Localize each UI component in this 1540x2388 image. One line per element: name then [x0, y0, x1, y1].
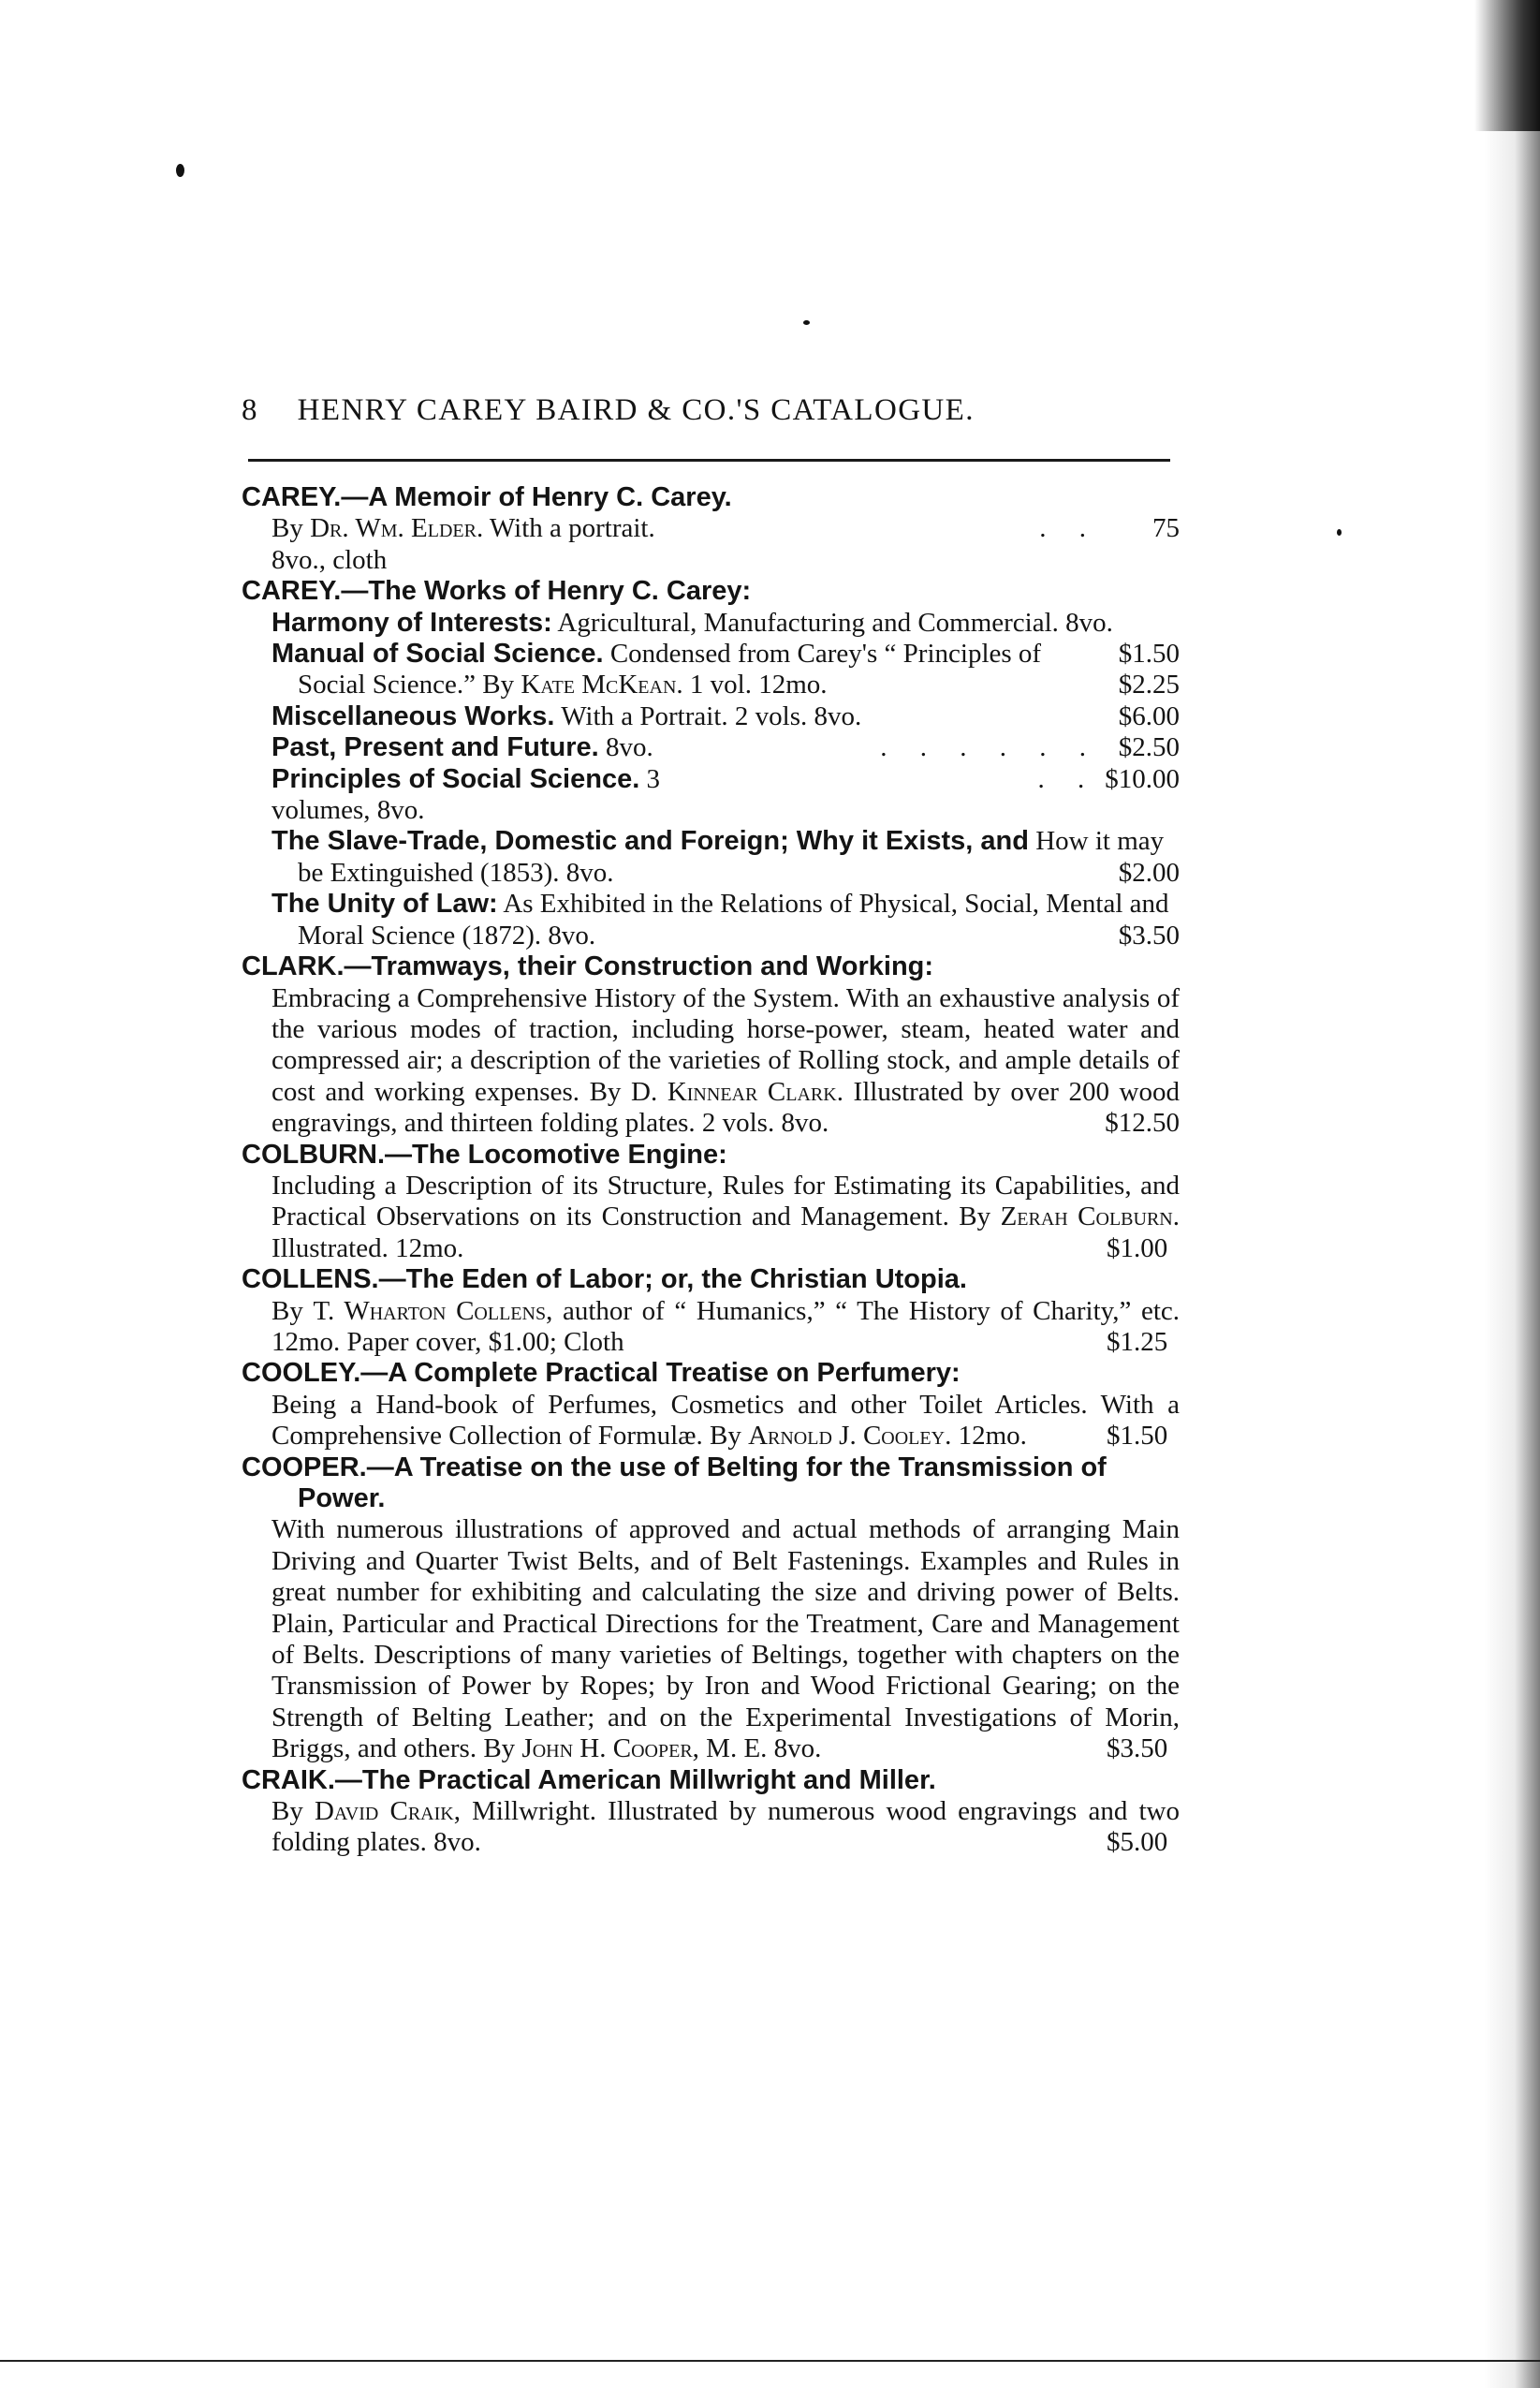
author-name: John H. Cooper, M. E.: [521, 1733, 768, 1764]
entry-price: $5.00: [1107, 1827, 1168, 1858]
entry-heading: COLLENS.—The Eden of Labor; or, the Christian Utopia.: [242, 1264, 967, 1295]
entry-heading: CRAIK.—The Practical American Millwright and Miller.: [242, 1764, 936, 1795]
entry-description: Including a Description of its Structure, Rules for Estimating its Capabilities, and Practical Observations on its Construction and Management. By Zerah Colburn. Illustrated. 12mo.: [271, 1170, 1180, 1263]
catalogue-entry: [242, 482, 1180, 576]
sub-item: [242, 701, 1180, 732]
page-header: [242, 393, 1178, 428]
header-rule: [248, 459, 1170, 462]
catalogue-entry: [242, 1358, 1180, 1452]
sub-item: [242, 826, 1180, 889]
page-bottom-edge: [0, 2360, 1540, 2362]
scan-shadow-corner: [1474, 0, 1540, 131]
page-title: HENRY CAREY BAIRD & CO.'S CATALOGUE.: [297, 393, 975, 427]
sub-item-price: $2.50: [1118, 732, 1180, 763]
scan-shadow-edge: [1484, 0, 1540, 2388]
catalogue-entry: [242, 1452, 1180, 1765]
entry-description: By Dr. Wm. Elder. With a portrait. 8vo., cloth: [271, 513, 655, 575]
author-name: Arnold J. Cooley: [748, 1421, 946, 1452]
author-name: Kate McKean: [521, 670, 677, 700]
sub-item-text: 3 volumes, 8vo.: [271, 763, 661, 826]
entry-heading: COOLEY.—A Complete Practical Treatise on Perfumery:: [242, 1358, 961, 1389]
entry-price: 75: [1152, 513, 1180, 544]
sub-item-price: $1.50: [1118, 639, 1180, 670]
entry-heading: COLBURN.—The Locomotive Engine:: [242, 1139, 727, 1170]
catalogue-listing: [242, 482, 1180, 1859]
dot-leader: . .: [1039, 513, 1099, 544]
author-name: David Craik: [314, 1796, 454, 1827]
entry-price: $12.50: [1105, 1108, 1180, 1139]
entry-description: By David Craik, Millwright. Illustrated by numerous wood engravings and two folding plates. 8vo.: [271, 1796, 1180, 1858]
sub-item-title: Miscellaneous Works.: [271, 700, 555, 731]
entry-heading: COOPER.—A Treatise on the use of Belting for the Transmission of Power.: [242, 1452, 1107, 1513]
catalogue-entry: [242, 951, 1180, 1139]
catalogue-entry: [242, 576, 1180, 951]
catalogue-entry: [242, 1264, 1180, 1358]
entry-heading: CAREY.—The Works of Henry C. Carey:: [242, 576, 752, 607]
sub-item-price: $10.00: [1105, 763, 1180, 794]
sub-item: [242, 889, 1180, 951]
entry-description: By T. Wharton Collens, author of “ Humanics,” “ The History of Charity,” etc. 12mo. Paper cover, $1.00; Cloth: [271, 1295, 1181, 1357]
author-name: Dr. Wm. Elder: [310, 513, 477, 544]
sub-item-title: The Unity of Law:: [271, 889, 498, 920]
sub-item-price: $3.50: [1118, 920, 1180, 951]
sub-item-title: Principles of Social Science.: [271, 763, 640, 794]
ink-speck: [1337, 529, 1342, 536]
sub-item: [242, 639, 1180, 701]
entry-price: $1.25: [1107, 1326, 1168, 1357]
entry-description: With numerous illustrations of approved and actual methods of arranging Main Driving and Quarter Twist Belts, and of Belt Fastenings. Examples and Rules in great number for exhibiting and calculating the size and driving power of Belts. Plain, Particular and Practical Directions for the Treatment, Care and Management of Belts. Descriptions of many varieties of Beltings, together with chapters on the Transmission of Power by Ropes; by Iron and Wood Frictional Gearing; on the Strength of Belting Leather; and on the Experimental Investigations of Morin, Briggs, and others. By John H. Cooper, M. E. 8vo.: [271, 1514, 1180, 1764]
catalogue-entry: [242, 1140, 1180, 1265]
sub-item-title: Manual of Social Science.: [271, 639, 604, 670]
dot-leader: . .: [1037, 763, 1098, 794]
sub-item: [242, 732, 1180, 763]
entry-description: Embracing a Comprehensive History of the System. With an exhaustive analysis of the various modes of traction, including horse-power, steam, heated water and compressed air; a description of the varieties of Rolling stock, and ample details of cost and working expenses. By D. Kinnear Clark. Illustrated by over 200 wood engravings, and thirteen folding plates. 2 vols. 8vo.: [271, 982, 1180, 1139]
sub-item: [242, 764, 1180, 827]
author-name: D. Kinnear Clark: [631, 1076, 837, 1107]
dot-leader: . . . . . .: [880, 732, 1099, 763]
author-name: T. Wharton Collens: [313, 1295, 547, 1326]
sub-item-price: $6.00: [1118, 700, 1180, 731]
ink-speck: [803, 320, 810, 325]
entry-price: $1.00: [1107, 1232, 1168, 1263]
sub-item-text: As Exhibited in the Relations of Physical, Social, Mental and Moral Science (1872). 8vo.: [298, 889, 1169, 951]
sub-item-price: $2.25: [1118, 670, 1180, 700]
sub-item-text: How it may be Extinguished (1853). 8vo.: [298, 826, 1165, 888]
entry-price: $1.50: [1107, 1421, 1168, 1452]
sub-item-text: 8vo.: [605, 732, 653, 763]
sub-item-text: Agricultural, Manufacturing and Commercial. 8vo.: [557, 607, 1113, 638]
page-number: 8: [242, 393, 258, 427]
sub-item-price: $2.00: [1118, 857, 1180, 888]
sub-item-text: Condensed from Carey's “ Principles of Social Science.” By Kate McKean. 1 vol. 12mo.: [298, 639, 1042, 700]
ink-speck: [176, 164, 184, 177]
entry-heading: CAREY.—A Memoir of Henry C. Carey.: [242, 482, 732, 512]
sub-item-title: Past, Present and Future.: [271, 732, 599, 763]
entry-price: $3.50: [1107, 1733, 1168, 1764]
sub-item-title: The Slave-Trade, Domestic and Foreign; Why it Exists, and: [271, 826, 1029, 857]
catalogue-entry: [242, 1765, 1180, 1859]
author-name: Zerah Colburn: [1000, 1201, 1173, 1232]
entry-heading: CLARK.—Tramways, their Construction and Working:: [242, 951, 934, 982]
sub-item-text: With a Portrait. 2 vols. 8vo.: [561, 700, 862, 731]
sub-item-title: Harmony of Interests:: [271, 607, 552, 638]
entry-description: Being a Hand-book of Perfumes, Cosmetics and other Toilet Articles. With a Comprehensive Collection of Formulæ. By Arnold J. Cooley. 12mo.: [271, 1389, 1180, 1452]
